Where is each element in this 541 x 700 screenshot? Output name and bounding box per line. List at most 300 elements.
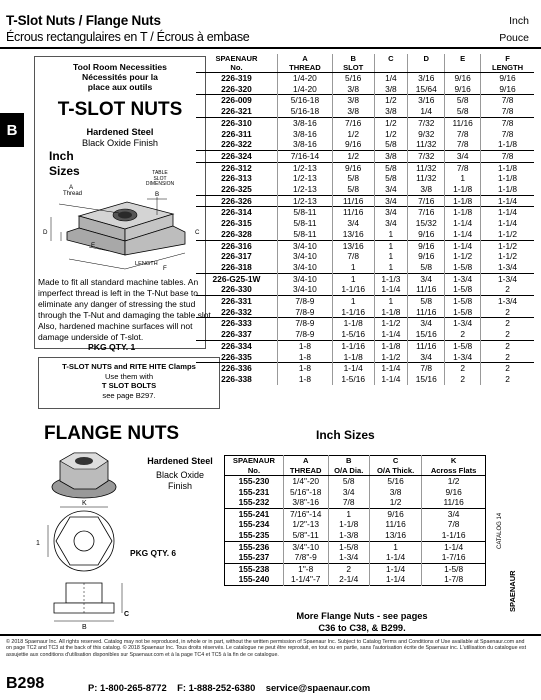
table-cell: 9/16: [481, 84, 534, 95]
flange-table: [224, 455, 486, 586]
tslot-table-row: [196, 340, 534, 351]
table-cell: 1/2: [422, 476, 486, 487]
table-cell: 3/4: [445, 150, 481, 162]
tslot-table-row: [196, 139, 534, 150]
unit-label-fr: Pouce: [499, 32, 529, 44]
tslot-table-row: [196, 318, 534, 329]
table-cell: 1-1/2: [481, 251, 534, 262]
table-cell: 13/16: [332, 229, 374, 240]
fax-number: F: 1-888-252-6380: [177, 682, 256, 693]
table-cell: 1-1/2: [374, 318, 408, 329]
phone-number: P: 1-800-265-8772: [88, 682, 167, 693]
table-cell: 1/4: [408, 106, 445, 117]
table-cell: 1-1/8: [445, 195, 481, 207]
t1-header-cell: [408, 54, 445, 73]
slot-label-3: DIMENSION: [145, 181, 175, 187]
part-number-cell: 226-316: [196, 240, 277, 251]
clamp-note-box: [38, 357, 220, 409]
table-cell: 1-1/8: [481, 173, 534, 184]
tool-room-fr-1: Nécessités pour la: [82, 72, 158, 82]
part-number-cell: 155-234: [238, 519, 270, 530]
flange-nut-diagram: [46, 447, 128, 631]
tslot-table: [196, 54, 534, 385]
table-cell: 13/16: [332, 240, 374, 251]
table-cell: 1/2: [369, 497, 421, 508]
flange-inch-sizes: Inch Sizes: [316, 428, 375, 442]
table-cell: 1-1/8: [332, 352, 374, 363]
table-cell: 1-1/8: [481, 184, 534, 195]
table-cell: 5/8: [408, 262, 445, 273]
table-cell: 5/8: [374, 162, 408, 173]
table-cell: 1-5/8: [445, 262, 481, 273]
t1-header-line: No.: [230, 63, 243, 72]
table-cell: 2: [481, 340, 534, 351]
table-cell: 3/16: [408, 95, 445, 106]
part-number-cell: 226-330: [221, 284, 252, 295]
table-cell: 1-8: [277, 374, 332, 385]
t1-header-line: F: [505, 54, 510, 63]
table-cell: 1-1/3: [374, 273, 408, 284]
table-cell: 3/8: [408, 184, 445, 195]
part-number-cell: 226-333: [196, 318, 277, 329]
table-cell: 3/8-16: [277, 117, 332, 128]
table-cell: 1/4-20: [277, 84, 332, 95]
table-cell: 7/8: [328, 497, 369, 508]
part-number-cell: 226-322: [221, 139, 252, 150]
t1-header-line: D: [423, 54, 429, 63]
t2-header-cell: [369, 456, 421, 476]
table-cell: 2-1/4: [328, 574, 369, 585]
table-cell: 3/8: [332, 84, 374, 95]
table-cell: 1-1/2: [481, 240, 534, 251]
table-cell: 1: [374, 229, 408, 240]
table-cell: 1-5/16: [332, 374, 374, 385]
t2-header-cell: [225, 456, 284, 476]
table-cell: 1"-8: [283, 563, 328, 574]
table-cell: 9/16: [332, 162, 374, 173]
table-cell: 1: [374, 251, 408, 262]
table-cell: 5/8"-11: [283, 530, 328, 541]
part-number-cell: 226-334: [196, 340, 277, 351]
t2-header-line: O/A Dia.: [334, 465, 364, 475]
clamp-note-line-2: Use them with: [104, 371, 154, 381]
tslot-table-row: [196, 296, 534, 307]
t1-header-cell: [277, 54, 332, 73]
part-number-cell: 155-237: [238, 552, 270, 563]
t1-header-cell: [332, 54, 374, 73]
table-cell: 1/4-20: [277, 73, 332, 84]
table-cell: 1-5/8: [328, 541, 369, 552]
tslot-table-body: [196, 73, 534, 385]
table-cell: 5/16-18: [277, 95, 332, 106]
table-cell: 1-5/8: [445, 307, 481, 318]
t1-header-line: [375, 63, 408, 72]
table-cell: 3/8: [332, 106, 374, 117]
table-cell: 3/8: [374, 106, 408, 117]
page-title: T-Slot Nuts / Flange Nuts: [6, 13, 161, 28]
table-cell: 3/4"-10: [283, 541, 328, 552]
part-number-cell: 226-326: [196, 195, 277, 207]
part-number-cell: 226-336: [196, 363, 277, 374]
tool-room-fr-2: place aux outils: [87, 82, 153, 92]
table-cell: 1-3/4: [328, 552, 369, 563]
t1-header-line: C: [388, 54, 394, 63]
table-cell: 1: [374, 296, 408, 307]
email-link[interactable]: service@spaenaur.com: [265, 682, 371, 693]
flange-table-row: [225, 563, 486, 574]
t2-header-cell: [422, 456, 486, 476]
table-cell: 3/8-16: [277, 129, 332, 140]
part-number-cell: 226-G25-1W: [196, 273, 277, 284]
part-number-cell: 226-328: [221, 228, 252, 239]
diagram-f-label: F: [163, 265, 167, 272]
table-cell: 1-1/4: [374, 284, 408, 295]
flange-table-row: [225, 487, 486, 498]
table-cell: 1/2-13: [277, 162, 332, 173]
flange-table-header: [225, 456, 486, 476]
part-number-cell: 226-312: [196, 162, 277, 173]
table-cell: 1: [374, 240, 408, 251]
table-cell: 11/32: [408, 139, 445, 150]
tslot-table-row: [196, 229, 534, 240]
part-number-cell: 155-231: [238, 486, 270, 497]
table-cell: 3/4: [374, 207, 408, 218]
table-cell: 1/2-13: [277, 173, 332, 184]
part-number-cell: 226-324: [196, 150, 277, 162]
diagram-a-label: A: [69, 184, 74, 191]
table-cell: 1-1/16: [332, 284, 374, 295]
part-number-cell: 226-311: [221, 128, 252, 139]
table-cell: 1-1/8: [332, 318, 374, 329]
t2-header-line: A: [302, 456, 309, 465]
clamp-note-line-3: T SLOT BOLTS: [101, 381, 157, 390]
table-cell: 3/4: [332, 218, 374, 229]
table-cell: 3/4: [408, 318, 445, 329]
diagram-c-label: C: [195, 229, 200, 236]
table-cell: 5/8: [445, 95, 481, 106]
table-cell: 9/16: [408, 229, 445, 240]
flange-dim-b: B: [82, 624, 87, 631]
table-cell: 1-5/8: [445, 340, 481, 351]
table-cell: 5/8: [332, 173, 374, 184]
table-cell: 3/16: [408, 73, 445, 84]
table-cell: 11/16: [408, 340, 445, 351]
contact-line: [88, 682, 370, 693]
tslot-table-row: [196, 173, 534, 184]
flange-table-row: [225, 497, 486, 508]
table-cell: 5/8: [408, 296, 445, 307]
table-cell: 1/2: [374, 117, 408, 128]
table-cell: 2: [481, 329, 534, 340]
part-number-cell: 226-315: [221, 218, 252, 229]
table-cell: 1-8: [277, 363, 332, 374]
table-cell: 1-5/16: [332, 329, 374, 340]
table-cell: 1-1/4"-7: [283, 574, 328, 585]
t2-header-cell: [328, 456, 369, 476]
slot-label-1: TABLE: [152, 170, 168, 176]
table-cell: 7/16-14: [277, 150, 332, 162]
t1-header-line: A: [302, 54, 308, 63]
table-cell: 9/16: [332, 139, 374, 150]
table-cell: 1-1/2: [445, 251, 481, 262]
part-number-cell: 226-310: [196, 117, 277, 128]
unit-label-en: Inch: [509, 15, 529, 27]
brand-side-label: SPAENAUR: [508, 570, 517, 612]
table-cell: 3/4-10: [277, 262, 332, 273]
table-cell: 11/16: [369, 519, 421, 530]
diagram-d-label: D: [43, 229, 48, 236]
table-cell: 5/16: [332, 73, 374, 84]
tslot-table-row: [196, 262, 534, 273]
table-cell: 1-3/4: [481, 273, 534, 284]
table-cell: 3/4: [408, 273, 445, 284]
flange-finish-1: Black Oxide: [155, 470, 205, 480]
table-cell: 7/16"-14: [283, 508, 328, 519]
tslot-table-row: [196, 307, 534, 318]
flange-table-row: [225, 508, 486, 519]
part-number-cell: 155-240: [238, 574, 270, 585]
t2-header-line: B: [345, 456, 352, 465]
table-cell: 3/4: [374, 218, 408, 229]
part-number-cell: 226-319: [221, 73, 252, 83]
table-cell: 7/8-9: [277, 318, 332, 329]
table-cell: 3/4: [422, 508, 486, 519]
flange-dim-k: K: [82, 500, 87, 507]
legal-text: © 2018 Spaenaur Inc. All rights reserved. Catalog may not be reproduced, in whole or in part, without the written permission of Spaenaur Inc. Subject to Catalog Terms and Conditions of Use available at Spaenaur.com and on page TC2 and TC3 at the back of this catalog. © 2018 Spaenaur Inc. Tous droits réservés. Le catalogue ne peut être reproduit, en tout ou en partie, sans l'autorisation écrite de Spaenaur inc. L'utilisation du catalogue est assujettie aux conditions d'utilisation disponibles sur Spaenaur.com et à la page TC4 et TC5 à la fin de ce catalogue.: [6, 639, 527, 658]
table-cell: 1: [332, 273, 374, 284]
diagram-e-label: E: [91, 242, 96, 249]
t1-header-cell: [481, 54, 534, 73]
table-cell: 1-1/4: [374, 374, 408, 385]
table-cell: 7/8: [422, 519, 486, 530]
table-cell: 7/8-9: [277, 329, 332, 340]
tslot-table-row: [196, 162, 534, 173]
part-number-cell: 155-235: [238, 529, 270, 540]
part-number-cell: 226-320: [221, 83, 252, 94]
tslot-table-row: [196, 106, 534, 117]
table-cell: 1-1/4: [481, 218, 534, 229]
footer-rule: [0, 634, 541, 636]
table-cell: 7/8: [481, 150, 534, 162]
table-cell: 1-3/4: [445, 352, 481, 363]
part-number-cell: 226-331: [196, 296, 277, 307]
table-cell: 1-1/4: [369, 574, 421, 585]
table-cell: 3/8: [369, 487, 421, 498]
t2-header-line: C: [392, 456, 399, 465]
inch-word: Inch: [49, 149, 74, 163]
part-number-cell: 155-230: [238, 476, 270, 486]
table-cell: 2: [445, 329, 481, 340]
table-cell: 1/2: [374, 129, 408, 140]
tslot-table-row: [196, 240, 534, 251]
table-cell: 1-3/4: [445, 273, 481, 284]
part-number-cell: 226-335: [221, 351, 252, 362]
catalog-side-label: CATALOG 14: [497, 512, 503, 549]
table-cell: 15/16: [408, 374, 445, 385]
tslot-table-row: [196, 207, 534, 218]
flange-pkg-qty: PKG QTY. 6: [130, 548, 177, 558]
tool-room-heading: Tool Room Necessities: [73, 62, 167, 72]
tslot-table-row: [196, 284, 534, 295]
table-cell: 5/8: [374, 139, 408, 150]
table-cell: 15/16: [408, 329, 445, 340]
table-cell: 5/8: [332, 184, 374, 195]
table-cell: 7/8: [445, 162, 481, 173]
table-cell: 1-1/8: [374, 307, 408, 318]
table-cell: 3/4: [374, 184, 408, 195]
table-cell: 3/8"-16: [283, 497, 328, 508]
table-cell: 1-1/4: [445, 218, 481, 229]
table-cell: 1-1/4: [332, 363, 374, 374]
t1-header-line: E: [460, 54, 466, 63]
table-cell: 1/2: [332, 150, 374, 162]
table-cell: 1-3/4: [481, 296, 534, 307]
part-number-cell: 226-337: [221, 329, 252, 340]
part-number-cell: 155-236: [225, 541, 284, 552]
part-number-cell: 226-332: [221, 306, 252, 317]
table-cell: 7/32: [408, 150, 445, 162]
table-cell: 1-1/4: [369, 552, 421, 563]
part-number-cell: 226-009: [196, 95, 277, 106]
table-cell: 1-3/4: [445, 318, 481, 329]
tslot-material: Hardened Steel: [86, 127, 154, 137]
flange-finish-2: Finish: [167, 481, 192, 491]
page-number: B298: [6, 675, 45, 692]
table-cell: 1: [445, 173, 481, 184]
tslot-table-row: [196, 352, 534, 363]
table-cell: 15/64: [408, 84, 445, 95]
tslot-pkg-qty: PKG QTY. 1: [88, 342, 136, 352]
page-subtitle: Écrous rectangulaires en T / Écrous à embase: [6, 30, 250, 44]
flange-dim-one: 1: [36, 540, 40, 547]
table-cell: 1-1/8: [481, 162, 534, 173]
table-cell: 9/16: [422, 487, 486, 498]
sizes-word: Sizes: [49, 164, 80, 178]
table-cell: 2: [328, 563, 369, 574]
slot-label-2: SLOT: [153, 175, 167, 182]
table-cell: 1: [332, 262, 374, 273]
t1-header-line: SLOT: [343, 63, 364, 72]
table-cell: 1-3/8: [328, 530, 369, 541]
flange-table-row: [225, 519, 486, 530]
table-cell: 1-5/8: [422, 563, 486, 574]
table-cell: 3/8-16: [277, 139, 332, 150]
table-cell: 1-1/4: [445, 240, 481, 251]
flange-table-body: [225, 476, 486, 586]
table-cell: 11/16: [408, 284, 445, 295]
table-cell: 2: [481, 352, 534, 363]
more-note-line-2: C36 to C38, & B299.: [318, 622, 406, 633]
tslot-table-row: [196, 218, 534, 229]
table-cell: 1-1/2: [374, 352, 408, 363]
diagram-b-label: B: [155, 191, 160, 198]
table-cell: 2: [481, 374, 534, 385]
table-cell: 1-1/2: [481, 229, 534, 240]
table-cell: 1: [328, 508, 369, 519]
table-cell: 5/8-11: [277, 229, 332, 240]
table-cell: 3/4-10: [277, 251, 332, 262]
table-cell: 7/8: [408, 363, 445, 374]
table-cell: 1/4: [374, 73, 408, 84]
flange-material: Hardened Steel: [147, 456, 213, 466]
table-cell: 11/16: [445, 117, 481, 128]
table-cell: 1-1/8: [481, 139, 534, 150]
table-cell: 5/16: [369, 476, 421, 487]
t1-header-line: LENGTH: [491, 63, 524, 72]
tslot-table-row: [196, 363, 534, 374]
table-cell: 7/8"-9: [283, 552, 328, 563]
tslot-table-header: [196, 54, 534, 73]
table-cell: 7/16: [408, 207, 445, 218]
table-cell: 7/8: [445, 139, 481, 150]
table-cell: 11/16: [422, 497, 486, 508]
table-cell: 1-1/4: [445, 229, 481, 240]
table-cell: 7/8: [481, 106, 534, 117]
table-cell: 9/16: [408, 251, 445, 262]
t1-header-line: THREAD: [289, 63, 321, 72]
flange-dim-c: C: [124, 611, 130, 618]
tslot-table-row: [196, 150, 534, 162]
t1-header-line: [445, 63, 480, 72]
t2-header-cell: [283, 456, 328, 476]
table-cell: 1-5/8: [445, 296, 481, 307]
table-cell: 5/8-11: [277, 218, 332, 229]
tslot-table-row: [196, 329, 534, 340]
table-cell: 2: [481, 363, 534, 374]
t1-header-line: [408, 63, 444, 72]
table-cell: 1: [369, 541, 421, 552]
t2-header-line: No.: [247, 465, 261, 475]
table-cell: 3/4: [374, 195, 408, 207]
table-cell: 11/16: [332, 195, 374, 207]
diagram-length-label: LENGTH: [135, 261, 158, 267]
t1-header-cell: [196, 54, 277, 73]
table-cell: 11/32: [408, 162, 445, 173]
t2-header-line: Across Flats: [430, 465, 477, 475]
t1-header-line: SPAENAUR: [215, 54, 258, 63]
table-cell: 2: [445, 363, 481, 374]
flange-table-row: [225, 530, 486, 541]
table-cell: 1: [374, 262, 408, 273]
part-number-cell: 226-314: [196, 207, 277, 218]
table-cell: 5/8-11: [277, 207, 332, 218]
table-cell: 7/16: [408, 195, 445, 207]
table-cell: 9/16: [481, 73, 534, 84]
table-cell: 1-3/4: [481, 262, 534, 273]
part-number-cell: 155-232: [238, 497, 270, 508]
table-cell: 5/16-18: [277, 106, 332, 117]
table-cell: 7/8-9: [277, 307, 332, 318]
table-cell: 1/4"-20: [283, 476, 328, 487]
table-cell: 3/8: [374, 84, 408, 95]
more-flange-note: [274, 611, 450, 634]
table-cell: 7/16: [332, 117, 374, 128]
table-cell: 2: [481, 307, 534, 318]
table-cell: 7/8: [332, 251, 374, 262]
table-cell: 5/16"-18: [283, 487, 328, 498]
table-cell: 1/2: [332, 129, 374, 140]
tslot-table-row: [196, 251, 534, 262]
table-cell: 3/4: [408, 352, 445, 363]
table-cell: 9/16: [408, 240, 445, 251]
table-cell: 9/32: [408, 129, 445, 140]
table-cell: 3/4-10: [277, 273, 332, 284]
t2-header-line: O/A Thick.: [376, 465, 415, 475]
flange-table-row: [225, 574, 486, 585]
flange-table-row: [225, 476, 486, 487]
table-cell: 1: [332, 296, 374, 307]
table-cell: 11/16: [332, 207, 374, 218]
